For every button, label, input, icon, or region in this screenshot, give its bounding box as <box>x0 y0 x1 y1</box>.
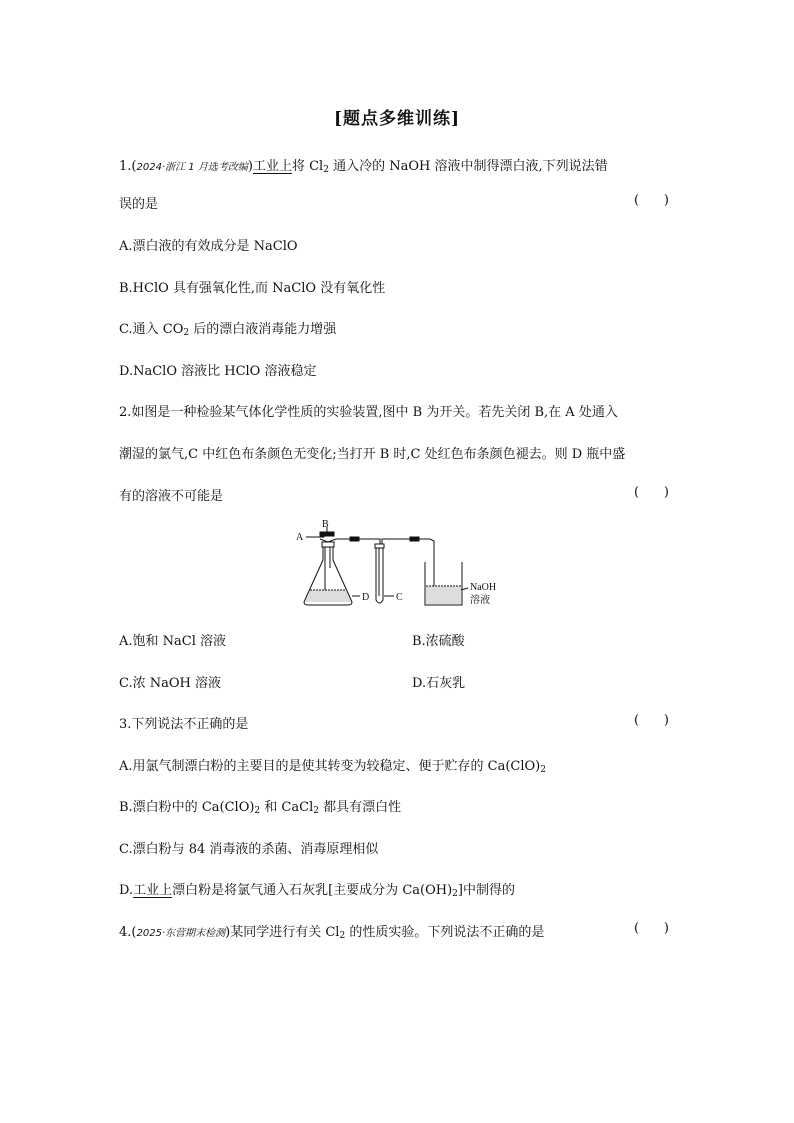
q1-option-c: C.通入 $CO_2$ 后的漂白液消毒能力增强 <box>119 322 337 338</box>
q4-stem: 4.(2025·东营期末检测)某同学进行有关 $Cl_2$ 的性质实验。下列说法不正确的是 <box>119 925 545 941</box>
q1-option-a: A.漂白液的有效成分是 NaClO <box>119 239 298 254</box>
rubber-joint-2 <box>410 537 419 541</box>
tube-bend-1 <box>376 539 380 544</box>
q3-option-c: C.漂白粉与 84 消毒液的杀菌、消毒原理相似 <box>119 842 379 857</box>
q3-answer-blank: ( ) <box>634 713 669 728</box>
label-d: D <box>362 592 370 603</box>
clamp-b <box>320 532 334 536</box>
q3-option-a: A.用氯气制漂白粉的主要目的是使其转变为较稳定、便于贮存的 $Ca(ClO)_2$ <box>119 759 546 775</box>
testtube-stopper <box>375 544 384 548</box>
q1-answer-blank: ( ) <box>634 193 669 208</box>
q3-underlined-text: 工业上 <box>133 883 173 898</box>
q1-option-d: D.NaClO 溶液比 HClO 溶液稳定 <box>119 364 317 379</box>
q2-option-c: C.浓 NaOH 溶液 <box>119 676 222 691</box>
q1-option-b: B.HClO 具有强氧化性,而 NaClO 没有氧化性 <box>119 281 386 296</box>
rubber-joint-1 <box>350 537 359 541</box>
q1-stem-line1: 1.(2024·浙江 1 月选考改编)工业上将 $Cl_2$ 通入冷的 NaOH 溶液中制得漂白液,下列说法错 <box>119 159 608 175</box>
q1-stem-line2: 误的是 <box>119 197 159 212</box>
label-naoh: NaOH <box>470 582 497 593</box>
q4-source: 2025·东营期末检测 <box>136 928 226 939</box>
label-c: C <box>396 592 403 603</box>
q2-stem-line2: 潮湿的氯气,C 中红色布条颜色无变化;当打开 B 时,C 处红色布条颜色褪去。则 D 瓶中盛 <box>119 447 626 462</box>
q2-option-a: A.饱和 NaCl 溶液 <box>119 634 227 649</box>
q4-answer-blank: ( ) <box>634 921 669 936</box>
beaker-liquid <box>426 586 461 604</box>
label-b: B <box>322 519 329 530</box>
q2-answer-blank: ( ) <box>634 485 669 500</box>
flask-stopper <box>322 542 334 547</box>
q2-option-b: B.浓硫酸 <box>412 634 465 649</box>
label-solution: 溶液 <box>470 595 490 606</box>
q3-stem: 3.下列说法不正确的是 <box>119 717 249 732</box>
label-a: A <box>296 532 304 543</box>
q2-stem-line1: 2.如图是一种检验某气体化学性质的实验装置,图中 B 为开关。若先关闭 B,在 A 处通入 <box>119 405 618 420</box>
q3-option-d: D.工业上漂白粉是将氯气通入石灰乳[主要成分为 $Ca(OH)_2$]中制得的 <box>119 883 515 899</box>
tube-bend-2 <box>382 539 386 544</box>
section-title: [题点多维训练] <box>333 109 461 129</box>
q2-option-d: D.石灰乳 <box>412 676 466 691</box>
q3-option-b: B.漂白粉中的 $Ca(ClO)_2$ 和 CaCl$_2$ 都具有漂白性 <box>119 800 402 816</box>
flask-liquid <box>305 590 351 602</box>
q1-underlined-text: 工业上 <box>252 159 292 174</box>
q2-stem-line3: 有的溶液不可能是 <box>119 489 224 504</box>
q1-source: 2024·浙江 1 月选考改编 <box>136 162 248 173</box>
apparatus-diagram <box>290 518 520 612</box>
